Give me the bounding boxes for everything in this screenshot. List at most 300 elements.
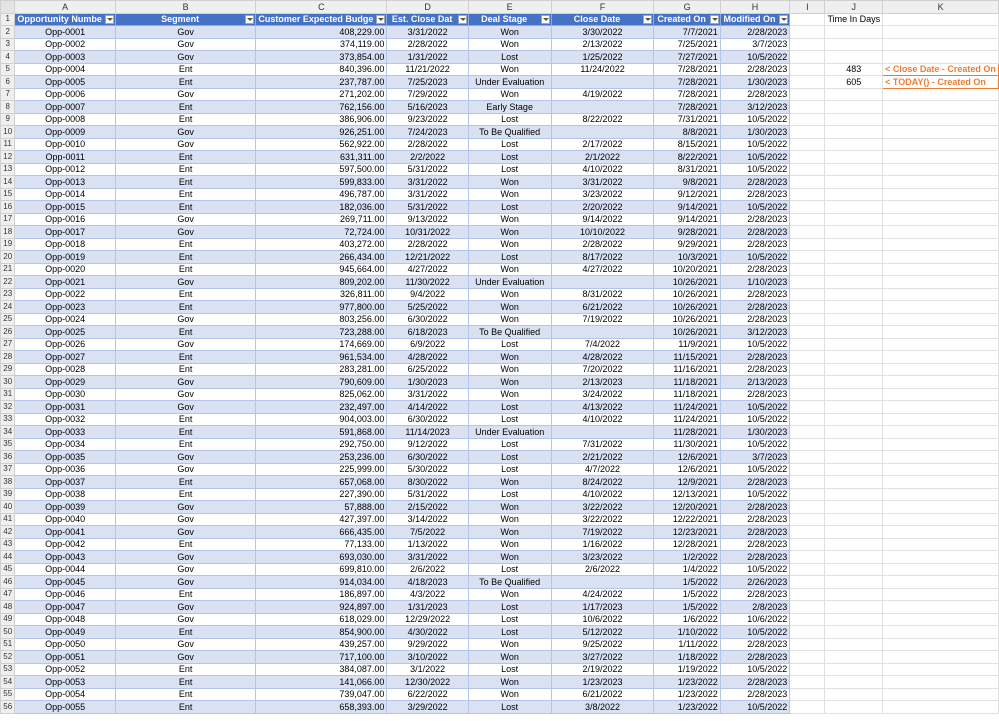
table-cell[interactable]: 12/22/2021: [654, 513, 720, 526]
table-cell[interactable]: Gov: [115, 226, 256, 239]
empty-cell[interactable]: [883, 213, 999, 226]
empty-cell[interactable]: [790, 488, 825, 501]
table-cell[interactable]: 2/28/2023: [720, 63, 789, 76]
empty-cell[interactable]: [825, 451, 883, 464]
table-cell[interactable]: 854,900.00: [256, 626, 387, 639]
empty-cell[interactable]: [825, 651, 883, 664]
table-cell[interactable]: 57,888.00: [256, 501, 387, 514]
table-cell[interactable]: Won: [468, 263, 551, 276]
filter-dropdown-icon[interactable]: [541, 15, 550, 24]
empty-cell[interactable]: [825, 313, 883, 326]
table-cell[interactable]: Won: [468, 26, 551, 39]
table-cell[interactable]: 1/5/2022: [654, 601, 720, 614]
empty-cell[interactable]: [825, 363, 883, 376]
table-cell[interactable]: 10/26/2021: [654, 288, 720, 301]
table-cell[interactable]: 717,100.00: [256, 651, 387, 664]
table-cell[interactable]: [551, 276, 654, 289]
table-cell[interactable]: 7/31/2021: [654, 113, 720, 126]
empty-cell[interactable]: [883, 476, 999, 489]
row-number[interactable]: 51: [1, 638, 15, 651]
table-cell[interactable]: 2/13/2023: [720, 376, 789, 389]
table-cell[interactable]: 9/28/2021: [654, 226, 720, 239]
row-number[interactable]: 26: [1, 326, 15, 339]
empty-cell[interactable]: [883, 451, 999, 464]
table-cell[interactable]: 2/28/2023: [720, 26, 789, 39]
column-header-i[interactable]: I: [790, 1, 825, 14]
table-cell[interactable]: 10/26/2021: [654, 326, 720, 339]
table-cell[interactable]: 9/12/2022: [387, 438, 468, 451]
table-cell[interactable]: 1/18/2022: [654, 651, 720, 664]
table-cell[interactable]: Opp-0011: [15, 151, 116, 164]
row-number[interactable]: 24: [1, 301, 15, 314]
empty-cell[interactable]: [790, 663, 825, 676]
table-cell[interactable]: 283,281.00: [256, 363, 387, 376]
table-cell[interactable]: Ent: [115, 251, 256, 264]
table-cell[interactable]: To Be Qualified: [468, 326, 551, 339]
table-cell[interactable]: 2/28/2023: [720, 88, 789, 101]
table-cell[interactable]: 174,669.00: [256, 338, 387, 351]
filter-dropdown-icon[interactable]: [643, 15, 652, 24]
table-cell[interactable]: 12/23/2021: [654, 526, 720, 539]
table-cell[interactable]: 10/5/2022: [720, 488, 789, 501]
table-cell[interactable]: Ent: [115, 701, 256, 714]
empty-cell[interactable]: [825, 526, 883, 539]
table-cell[interactable]: 693,030.00: [256, 551, 387, 564]
filter-dropdown-icon[interactable]: [458, 15, 467, 24]
empty-cell[interactable]: [825, 513, 883, 526]
empty-cell[interactable]: [883, 638, 999, 651]
table-cell[interactable]: 2/28/2023: [720, 351, 789, 364]
table-cell[interactable]: Lost: [468, 701, 551, 714]
empty-cell[interactable]: [790, 276, 825, 289]
table-cell[interactable]: 10/5/2022: [720, 251, 789, 264]
row-number[interactable]: 43: [1, 538, 15, 551]
table-cell[interactable]: Won: [468, 226, 551, 239]
row-number[interactable]: 52: [1, 651, 15, 664]
table-cell[interactable]: 3/31/2022: [387, 551, 468, 564]
table-cell[interactable]: Opp-0001: [15, 26, 116, 39]
filter-dropdown-icon[interactable]: [779, 15, 788, 24]
empty-cell[interactable]: [825, 401, 883, 414]
table-cell[interactable]: Ent: [115, 626, 256, 639]
empty-cell[interactable]: [825, 263, 883, 276]
empty-cell[interactable]: [825, 51, 883, 64]
row-number[interactable]: 47: [1, 588, 15, 601]
table-cell[interactable]: Won: [468, 526, 551, 539]
table-cell[interactable]: 72,724.00: [256, 226, 387, 239]
table-cell[interactable]: 7/28/2021: [654, 101, 720, 114]
table-cell[interactable]: 3/8/2022: [551, 701, 654, 714]
table-cell[interactable]: 3/24/2022: [551, 388, 654, 401]
table-cell[interactable]: Gov: [115, 501, 256, 514]
table-cell[interactable]: 1/30/2023: [720, 426, 789, 439]
table-cell[interactable]: 7/28/2021: [654, 76, 720, 89]
row-number[interactable]: 22: [1, 276, 15, 289]
empty-cell[interactable]: [825, 576, 883, 589]
empty-cell[interactable]: [825, 413, 883, 426]
table-cell[interactable]: Opp-0015: [15, 201, 116, 214]
table-cell[interactable]: Opp-0052: [15, 663, 116, 676]
table-cell[interactable]: 10/5/2022: [720, 51, 789, 64]
empty-cell[interactable]: [883, 26, 999, 39]
empty-cell[interactable]: [883, 51, 999, 64]
column-header-k[interactable]: K: [883, 1, 999, 14]
table-cell[interactable]: 7/5/2022: [387, 526, 468, 539]
table-cell[interactable]: 4/28/2022: [387, 351, 468, 364]
table-cell[interactable]: Ent: [115, 538, 256, 551]
table-cell[interactable]: 840,396.00: [256, 63, 387, 76]
table-cell[interactable]: 6/21/2022: [551, 688, 654, 701]
table-cell[interactable]: 2/28/2022: [387, 138, 468, 151]
empty-cell[interactable]: [790, 413, 825, 426]
table-cell[interactable]: Opp-0025: [15, 326, 116, 339]
table-cell[interactable]: Opp-0012: [15, 163, 116, 176]
table-cell[interactable]: 6/25/2022: [387, 363, 468, 376]
empty-cell[interactable]: [883, 188, 999, 201]
empty-cell[interactable]: [825, 676, 883, 689]
table-cell[interactable]: Ent: [115, 163, 256, 176]
table-cell[interactable]: 926,251.00: [256, 126, 387, 139]
empty-cell[interactable]: [883, 163, 999, 176]
table-cell[interactable]: Ent: [115, 76, 256, 89]
empty-cell[interactable]: [790, 163, 825, 176]
table-cell[interactable]: Ent: [115, 288, 256, 301]
empty-cell[interactable]: [883, 401, 999, 414]
table-header-cell[interactable]: [468, 13, 551, 26]
table-cell[interactable]: 10/3/2021: [654, 251, 720, 264]
table-cell[interactable]: 2/28/2022: [551, 238, 654, 251]
empty-cell[interactable]: [825, 201, 883, 214]
table-cell[interactable]: 9/14/2021: [654, 213, 720, 226]
table-cell[interactable]: Lost: [468, 488, 551, 501]
empty-cell[interactable]: [790, 526, 825, 539]
empty-cell[interactable]: [790, 101, 825, 114]
table-cell[interactable]: 4/19/2022: [551, 88, 654, 101]
table-cell[interactable]: Gov: [115, 88, 256, 101]
table-cell[interactable]: 1/25/2022: [551, 51, 654, 64]
table-cell[interactable]: 1/31/2022: [387, 51, 468, 64]
table-cell[interactable]: 2/28/2023: [720, 263, 789, 276]
row-number[interactable]: 2: [1, 26, 15, 39]
row-number[interactable]: 15: [1, 188, 15, 201]
table-header-cell[interactable]: [551, 13, 654, 26]
empty-cell[interactable]: [790, 251, 825, 264]
table-cell[interactable]: 12/28/2021: [654, 538, 720, 551]
table-cell[interactable]: 7/19/2022: [551, 313, 654, 326]
table-cell[interactable]: 3/31/2022: [387, 26, 468, 39]
empty-cell[interactable]: [790, 601, 825, 614]
empty-cell[interactable]: [790, 363, 825, 376]
empty-cell[interactable]: [790, 176, 825, 189]
empty-cell[interactable]: [883, 151, 999, 164]
table-cell[interactable]: Ent: [115, 438, 256, 451]
table-cell[interactable]: 945,664.00: [256, 263, 387, 276]
table-cell[interactable]: 9/29/2022: [387, 638, 468, 651]
empty-cell[interactable]: [790, 263, 825, 276]
table-cell[interactable]: Won: [468, 88, 551, 101]
table-cell[interactable]: Opp-0054: [15, 688, 116, 701]
table-cell[interactable]: Ent: [115, 476, 256, 489]
table-cell[interactable]: [551, 326, 654, 339]
table-cell[interactable]: 11/9/2021: [654, 338, 720, 351]
empty-cell[interactable]: [883, 288, 999, 301]
table-cell[interactable]: Gov: [115, 451, 256, 464]
table-cell[interactable]: 6/30/2022: [387, 413, 468, 426]
table-cell[interactable]: Ent: [115, 263, 256, 276]
table-cell[interactable]: Lost: [468, 338, 551, 351]
select-all-corner[interactable]: [1, 1, 15, 14]
row-number[interactable]: 38: [1, 476, 15, 489]
table-cell[interactable]: 4/18/2023: [387, 576, 468, 589]
table-cell[interactable]: 599,833.00: [256, 176, 387, 189]
row-number[interactable]: 1: [1, 13, 15, 26]
table-cell[interactable]: Opp-0034: [15, 438, 116, 451]
table-cell[interactable]: 12/21/2022: [387, 251, 468, 264]
table-cell[interactable]: 182,036.00: [256, 201, 387, 214]
time-in-days-value[interactable]: 483: [825, 63, 883, 76]
table-cell[interactable]: 591,868.00: [256, 426, 387, 439]
empty-cell[interactable]: [883, 251, 999, 264]
empty-cell[interactable]: [825, 276, 883, 289]
empty-cell[interactable]: [790, 288, 825, 301]
row-number[interactable]: 21: [1, 263, 15, 276]
table-cell[interactable]: 10/20/2021: [654, 263, 720, 276]
table-cell[interactable]: 373,854.00: [256, 51, 387, 64]
table-cell[interactable]: 11/18/2021: [654, 376, 720, 389]
empty-cell[interactable]: [790, 438, 825, 451]
table-cell[interactable]: 8/22/2022: [551, 113, 654, 126]
empty-cell[interactable]: [790, 626, 825, 639]
empty-cell[interactable]: [790, 76, 825, 89]
table-cell[interactable]: 9/8/2021: [654, 176, 720, 189]
table-cell[interactable]: Won: [468, 363, 551, 376]
table-cell[interactable]: 3/1/2022: [387, 663, 468, 676]
formula-note[interactable]: < TODAY() - Created On: [883, 76, 999, 89]
table-cell[interactable]: 3/12/2023: [720, 326, 789, 339]
table-cell[interactable]: 977,800.00: [256, 301, 387, 314]
table-cell[interactable]: 2/28/2023: [720, 238, 789, 251]
table-cell[interactable]: 1/23/2023: [551, 676, 654, 689]
empty-cell[interactable]: [883, 238, 999, 251]
table-cell[interactable]: Opp-0005: [15, 76, 116, 89]
table-cell[interactable]: 4/13/2022: [551, 401, 654, 414]
table-cell[interactable]: 12/13/2021: [654, 488, 720, 501]
table-cell[interactable]: 2/28/2023: [720, 651, 789, 664]
table-cell[interactable]: Lost: [468, 438, 551, 451]
table-cell[interactable]: 6/21/2022: [551, 301, 654, 314]
table-cell[interactable]: 8/31/2022: [551, 288, 654, 301]
empty-cell[interactable]: [790, 51, 825, 64]
table-cell[interactable]: 10/5/2022: [720, 163, 789, 176]
empty-cell[interactable]: [790, 401, 825, 414]
empty-cell[interactable]: [883, 126, 999, 139]
empty-cell[interactable]: [790, 476, 825, 489]
table-cell[interactable]: 2/28/2023: [720, 676, 789, 689]
empty-cell[interactable]: [883, 688, 999, 701]
table-cell[interactable]: Opp-0029: [15, 376, 116, 389]
table-cell[interactable]: Gov: [115, 388, 256, 401]
row-number[interactable]: 39: [1, 488, 15, 501]
table-cell[interactable]: 9/13/2022: [387, 213, 468, 226]
table-cell[interactable]: 1/23/2022: [654, 676, 720, 689]
table-cell[interactable]: 4/30/2022: [387, 626, 468, 639]
empty-cell[interactable]: [883, 388, 999, 401]
table-cell[interactable]: Won: [468, 551, 551, 564]
table-cell[interactable]: Ent: [115, 676, 256, 689]
empty-cell[interactable]: [825, 338, 883, 351]
table-cell[interactable]: 1/19/2022: [654, 663, 720, 676]
empty-cell[interactable]: [825, 138, 883, 151]
table-cell[interactable]: 2/6/2022: [387, 563, 468, 576]
table-cell[interactable]: 3/31/2022: [387, 176, 468, 189]
table-cell[interactable]: 10/5/2022: [720, 338, 789, 351]
table-cell[interactable]: 5/25/2022: [387, 301, 468, 314]
empty-cell[interactable]: [790, 113, 825, 126]
empty-cell[interactable]: [825, 151, 883, 164]
empty-cell[interactable]: [825, 251, 883, 264]
table-cell[interactable]: 1/16/2022: [551, 538, 654, 551]
empty-cell[interactable]: [883, 376, 999, 389]
table-cell[interactable]: Opp-0008: [15, 113, 116, 126]
table-cell[interactable]: 1/23/2022: [654, 688, 720, 701]
empty-cell[interactable]: [790, 676, 825, 689]
row-number[interactable]: 33: [1, 413, 15, 426]
row-number[interactable]: 8: [1, 101, 15, 114]
column-header-h[interactable]: H: [720, 1, 789, 14]
table-cell[interactable]: Won: [468, 388, 551, 401]
table-cell[interactable]: Won: [468, 651, 551, 664]
table-cell[interactable]: 225,999.00: [256, 463, 387, 476]
table-cell[interactable]: 809,202.00: [256, 276, 387, 289]
row-number[interactable]: 46: [1, 576, 15, 589]
empty-cell[interactable]: [790, 213, 825, 226]
table-cell[interactable]: Opp-0031: [15, 401, 116, 414]
table-header-cell[interactable]: [654, 13, 720, 26]
table-cell[interactable]: 9/29/2021: [654, 238, 720, 251]
table-cell[interactable]: 374,119.00: [256, 38, 387, 51]
table-cell[interactable]: 2/17/2022: [551, 138, 654, 151]
empty-cell[interactable]: [825, 613, 883, 626]
empty-cell[interactable]: [825, 538, 883, 551]
empty-cell[interactable]: [825, 351, 883, 364]
empty-cell[interactable]: [883, 263, 999, 276]
table-cell[interactable]: Lost: [468, 563, 551, 576]
table-cell[interactable]: 9/14/2022: [551, 213, 654, 226]
table-cell[interactable]: 3/23/2022: [551, 551, 654, 564]
empty-cell[interactable]: [883, 276, 999, 289]
table-cell[interactable]: 4/27/2022: [387, 263, 468, 276]
table-cell[interactable]: 439,257.00: [256, 638, 387, 651]
row-number[interactable]: 44: [1, 551, 15, 564]
row-number[interactable]: 54: [1, 676, 15, 689]
table-cell[interactable]: [551, 576, 654, 589]
row-number[interactable]: 17: [1, 213, 15, 226]
empty-cell[interactable]: [825, 663, 883, 676]
table-cell[interactable]: 1/2/2022: [654, 551, 720, 564]
empty-cell[interactable]: [883, 551, 999, 564]
empty-cell[interactable]: [825, 551, 883, 564]
table-cell[interactable]: Ent: [115, 188, 256, 201]
empty-cell[interactable]: [883, 501, 999, 514]
table-cell[interactable]: Opp-0036: [15, 463, 116, 476]
table-cell[interactable]: 2/28/2023: [720, 388, 789, 401]
table-cell[interactable]: 4/10/2022: [551, 488, 654, 501]
row-number[interactable]: 14: [1, 176, 15, 189]
table-cell[interactable]: Lost: [468, 163, 551, 176]
empty-cell[interactable]: [790, 326, 825, 339]
table-cell[interactable]: 562,922.00: [256, 138, 387, 151]
table-cell[interactable]: 12/6/2021: [654, 451, 720, 464]
table-cell[interactable]: Ent: [115, 363, 256, 376]
table-cell[interactable]: 666,435.00: [256, 526, 387, 539]
empty-cell[interactable]: [825, 301, 883, 314]
table-cell[interactable]: 8/31/2021: [654, 163, 720, 176]
empty-cell[interactable]: [883, 351, 999, 364]
empty-cell[interactable]: [790, 226, 825, 239]
table-cell[interactable]: 11/28/2021: [654, 426, 720, 439]
empty-cell[interactable]: [825, 163, 883, 176]
table-cell[interactable]: 699,810.00: [256, 563, 387, 576]
table-cell[interactable]: Gov: [115, 26, 256, 39]
table-cell[interactable]: Lost: [468, 413, 551, 426]
table-cell[interactable]: [551, 101, 654, 114]
table-cell[interactable]: 7/28/2021: [654, 63, 720, 76]
table-cell[interactable]: Won: [468, 376, 551, 389]
table-cell[interactable]: 5/12/2022: [551, 626, 654, 639]
table-cell[interactable]: Gov: [115, 138, 256, 151]
empty-cell[interactable]: [825, 238, 883, 251]
table-cell[interactable]: 326,811.00: [256, 288, 387, 301]
table-cell[interactable]: 141,066.00: [256, 676, 387, 689]
table-cell[interactable]: Ent: [115, 588, 256, 601]
empty-cell[interactable]: [883, 701, 999, 714]
table-cell[interactable]: Won: [468, 38, 551, 51]
table-cell[interactable]: 10/5/2022: [720, 201, 789, 214]
table-cell[interactable]: 10/10/2022: [551, 226, 654, 239]
empty-cell[interactable]: [883, 201, 999, 214]
time-in-days-label[interactable]: Time In Days: [825, 13, 883, 26]
table-cell[interactable]: 1/31/2023: [387, 601, 468, 614]
empty-cell[interactable]: [883, 101, 999, 114]
table-cell[interactable]: 9/25/2022: [551, 638, 654, 651]
table-cell[interactable]: 803,256.00: [256, 313, 387, 326]
table-cell[interactable]: 2/6/2022: [551, 563, 654, 576]
table-cell[interactable]: 3/10/2022: [387, 651, 468, 664]
table-cell[interactable]: Opp-0013: [15, 176, 116, 189]
table-cell[interactable]: Opp-0026: [15, 338, 116, 351]
table-cell[interactable]: Lost: [468, 613, 551, 626]
table-cell[interactable]: 2/28/2023: [720, 188, 789, 201]
table-cell[interactable]: 762,156.00: [256, 101, 387, 114]
table-cell[interactable]: 7/7/2021: [654, 26, 720, 39]
table-cell[interactable]: 2/21/2022: [551, 451, 654, 464]
empty-cell[interactable]: [790, 551, 825, 564]
table-cell[interactable]: Won: [468, 588, 551, 601]
table-cell[interactable]: 2/19/2022: [551, 663, 654, 676]
empty-cell[interactable]: [883, 138, 999, 151]
table-cell[interactable]: 9/14/2021: [654, 201, 720, 214]
table-cell[interactable]: 2/28/2023: [720, 313, 789, 326]
table-cell[interactable]: 4/14/2022: [387, 401, 468, 414]
empty-cell[interactable]: [883, 88, 999, 101]
row-number[interactable]: 40: [1, 501, 15, 514]
table-cell[interactable]: 10/5/2022: [720, 413, 789, 426]
table-cell[interactable]: 12/29/2022: [387, 613, 468, 626]
row-number[interactable]: 30: [1, 376, 15, 389]
empty-cell[interactable]: [825, 388, 883, 401]
table-cell[interactable]: Ent: [115, 426, 256, 439]
empty-cell[interactable]: [790, 576, 825, 589]
